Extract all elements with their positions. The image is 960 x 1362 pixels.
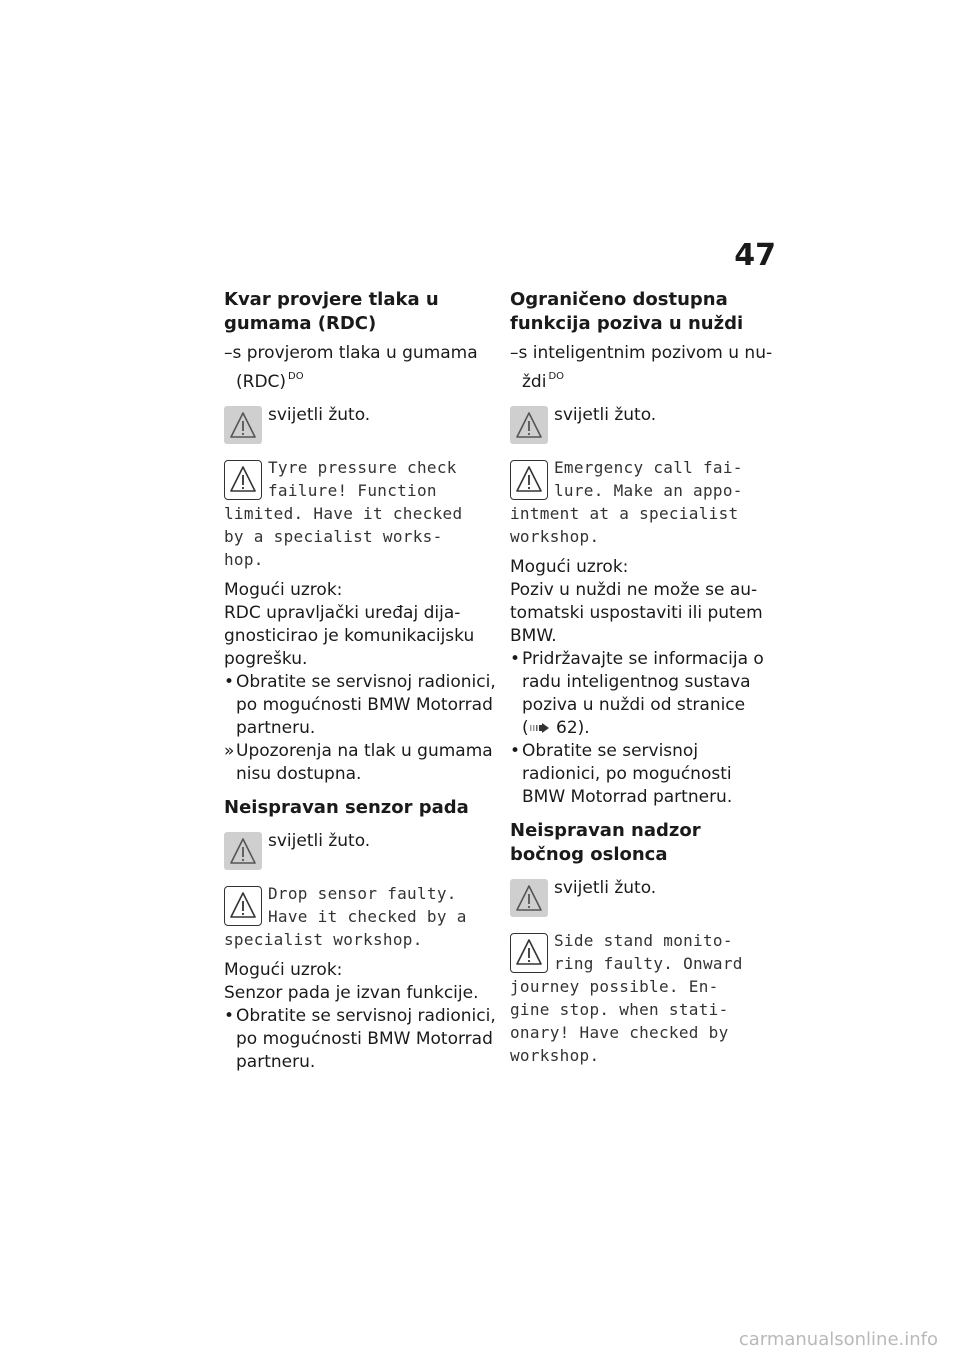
warning-display-icon bbox=[224, 460, 262, 500]
indicator-light-drop-sensor bbox=[224, 830, 496, 870]
section-title-side-stand: Neispravan nadzor bočnog oslonca bbox=[510, 820, 701, 865]
page-reference-arrow-icon bbox=[529, 722, 551, 734]
section-title-drop-sensor: Neispravan senzor pada bbox=[224, 797, 469, 818]
indicator-light-side-stand bbox=[510, 877, 780, 917]
indicator-light-rdc bbox=[224, 404, 496, 444]
light-status: svijetli žuto. bbox=[554, 878, 657, 898]
watermark[interactable]: carmanualsonline.info bbox=[738, 1329, 938, 1350]
action-bullet: • Obratite se servisnoj radionici, po mogućnosti BMW Motorrad partneru. bbox=[510, 741, 733, 807]
cause-label: Mogući uzrok: bbox=[224, 580, 343, 600]
condition-rdc: –s provjerom tlaka u gumama (RDC) $^{DO}$ bbox=[224, 343, 478, 392]
warning-display-icon bbox=[510, 460, 548, 500]
left-column bbox=[224, 288, 496, 1074]
display-message-emergency-call bbox=[510, 456, 780, 548]
warning-display-icon bbox=[510, 933, 548, 973]
display-message-rdc bbox=[224, 456, 496, 571]
light-status: svijetli žuto. bbox=[554, 405, 657, 425]
display-text: Tyre pressure check failure! Function limited. Have it checked by a specialist works- hop. bbox=[224, 458, 463, 569]
indicator-light-emergency-call bbox=[510, 404, 780, 444]
action-bullet: • Pridržavajte se informacija o radu inteligentnog sustava poziva u nuždi od stranice ( 62). bbox=[510, 649, 764, 738]
cause-text: Senzor pada je izvan funkcije. bbox=[224, 983, 479, 1003]
display-message-drop-sensor bbox=[224, 882, 496, 951]
action-bullet: • Obratite se servisnoj radionici, po mogućnosti BMW Motorrad partneru. bbox=[224, 672, 496, 738]
section-title-rdc: Kvar provjere tlaka u gumama (RDC) bbox=[224, 289, 439, 334]
display-text: Emergency call fai- lure. Make an appo- intment at a specialist workshop. bbox=[510, 458, 743, 546]
warning-triangle-icon bbox=[224, 832, 262, 870]
display-message-side-stand bbox=[510, 929, 780, 1067]
warning-triangle-icon bbox=[224, 406, 262, 444]
warning-display-icon bbox=[224, 886, 262, 926]
light-status: svijetli žuto. bbox=[268, 831, 371, 851]
action-bullet: • Obratite se servisnoj radionici, po mogućnosti BMW Motorrad partneru. bbox=[224, 1006, 496, 1072]
display-text: Drop sensor faulty. Have it checked by a specialist workshop. bbox=[224, 884, 467, 949]
cause-text: Poziv u nuždi ne može se au-tomatski uspostaviti ili putem BMW. bbox=[510, 580, 763, 646]
page-reference[interactable]: 62). bbox=[556, 718, 590, 738]
section-title-emergency-call: Ograničeno dostupna funkcija poziva u nuždi bbox=[510, 289, 744, 334]
warning-triangle-icon bbox=[510, 879, 548, 917]
page-number: 47 bbox=[734, 238, 776, 273]
cause-label: Mogući uzrok: bbox=[510, 557, 629, 577]
light-status: svijetli žuto. bbox=[268, 405, 371, 425]
warning-triangle-icon bbox=[510, 406, 548, 444]
right-column bbox=[510, 288, 780, 1075]
cause-label: Mogući uzrok: bbox=[224, 960, 343, 980]
result-bullet: »Upozorenja na tlak u gumama nisu dostupna. bbox=[224, 741, 493, 784]
cause-text: RDC upravljački uređaj dija-gnosticirao je komunikacijsku pogrešku. bbox=[224, 603, 475, 669]
display-text: Side stand monito- ring faulty. Onward journey possible. En- gine stop. when stati- onary! Have checked by workshop. bbox=[510, 931, 743, 1065]
condition-emergency-call: –s inteligentnim pozivom u nu-ždi $^{DO}$ bbox=[510, 343, 773, 392]
